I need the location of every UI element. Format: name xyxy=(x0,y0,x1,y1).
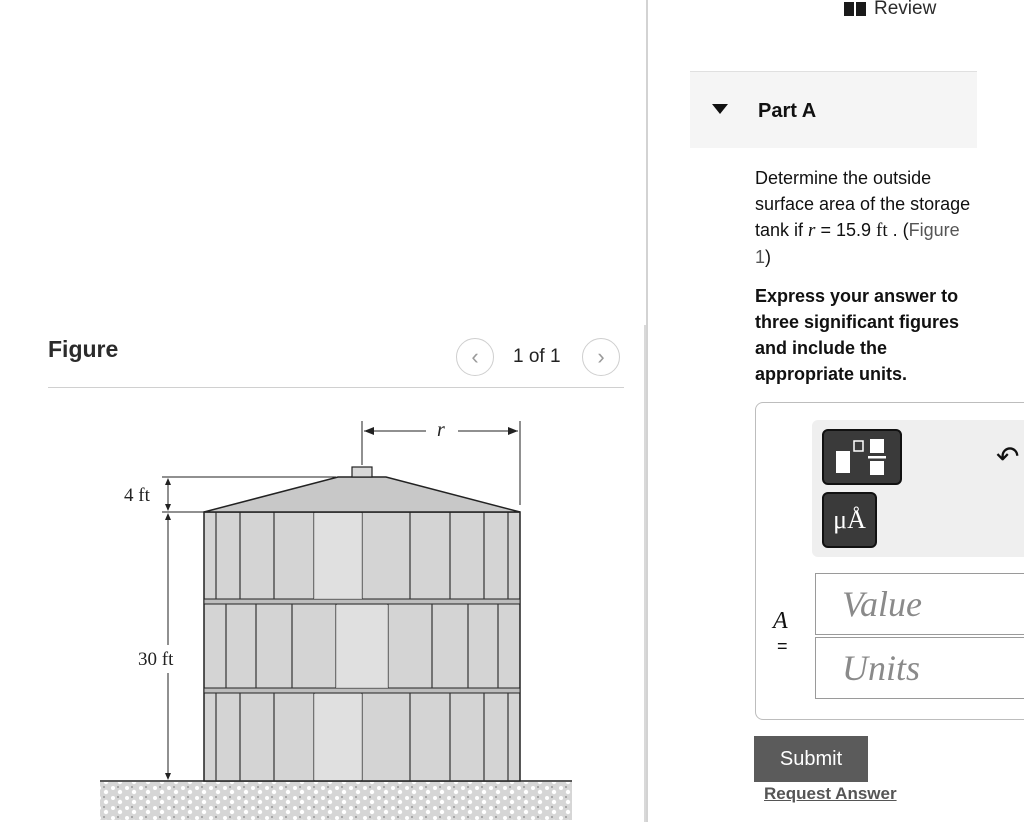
answer-variable: A xyxy=(773,608,788,634)
figure-link[interactable]: Figure 1 xyxy=(755,220,960,267)
figure-page-indicator: 1 of 1 xyxy=(513,346,561,367)
question-equals: = 15.9 xyxy=(815,220,876,240)
book-icon xyxy=(844,2,866,16)
question-unit: ft xyxy=(876,220,888,241)
question-lead: Determine the outside surface area of the storage tank if xyxy=(755,168,971,240)
tank-roof xyxy=(204,477,520,512)
value-input[interactable] xyxy=(815,573,1024,635)
submit-button[interactable]: Submit xyxy=(754,736,868,782)
chevron-left-icon: ‹ xyxy=(471,344,479,369)
part-a-header[interactable] xyxy=(690,71,977,148)
figure-panel-edge xyxy=(644,325,646,822)
question-after-unit: . ( xyxy=(887,220,909,240)
panel-divider xyxy=(646,0,648,822)
radius-label: r xyxy=(437,419,445,441)
units-tool-label: μÅ xyxy=(833,505,866,534)
units-input[interactable] xyxy=(815,637,1024,699)
wall-height-label: 30 ft xyxy=(138,649,174,670)
chevron-right-icon: › xyxy=(597,344,605,369)
roof-vent xyxy=(352,467,372,477)
templates-button[interactable] xyxy=(822,429,902,485)
storage-tank-figure xyxy=(96,405,576,820)
answer-equals: = xyxy=(777,636,788,656)
templates-icon xyxy=(824,431,900,483)
previous-figure-button[interactable] xyxy=(456,338,494,376)
question-text xyxy=(755,165,977,270)
request-answer-link[interactable]: Request Answer xyxy=(764,784,897,803)
caret-down-icon xyxy=(712,104,728,114)
figure-header-rule xyxy=(48,387,624,388)
undo-icon[interactable]: ↶ xyxy=(996,441,1020,472)
next-figure-button[interactable] xyxy=(582,338,620,376)
review-label: Review xyxy=(874,0,937,19)
question-closing: ) xyxy=(765,247,772,267)
question-variable: r xyxy=(808,220,816,241)
ground-gravel xyxy=(100,782,572,820)
answer-instruction: Express your answer to three significant figures and include the appropriate units. xyxy=(755,286,960,384)
figure-title: Figure xyxy=(48,336,119,362)
units-button[interactable] xyxy=(822,492,877,548)
part-title: Part A xyxy=(758,100,817,122)
roof-height-label: 4 ft xyxy=(124,485,150,506)
review-link[interactable] xyxy=(844,0,936,20)
